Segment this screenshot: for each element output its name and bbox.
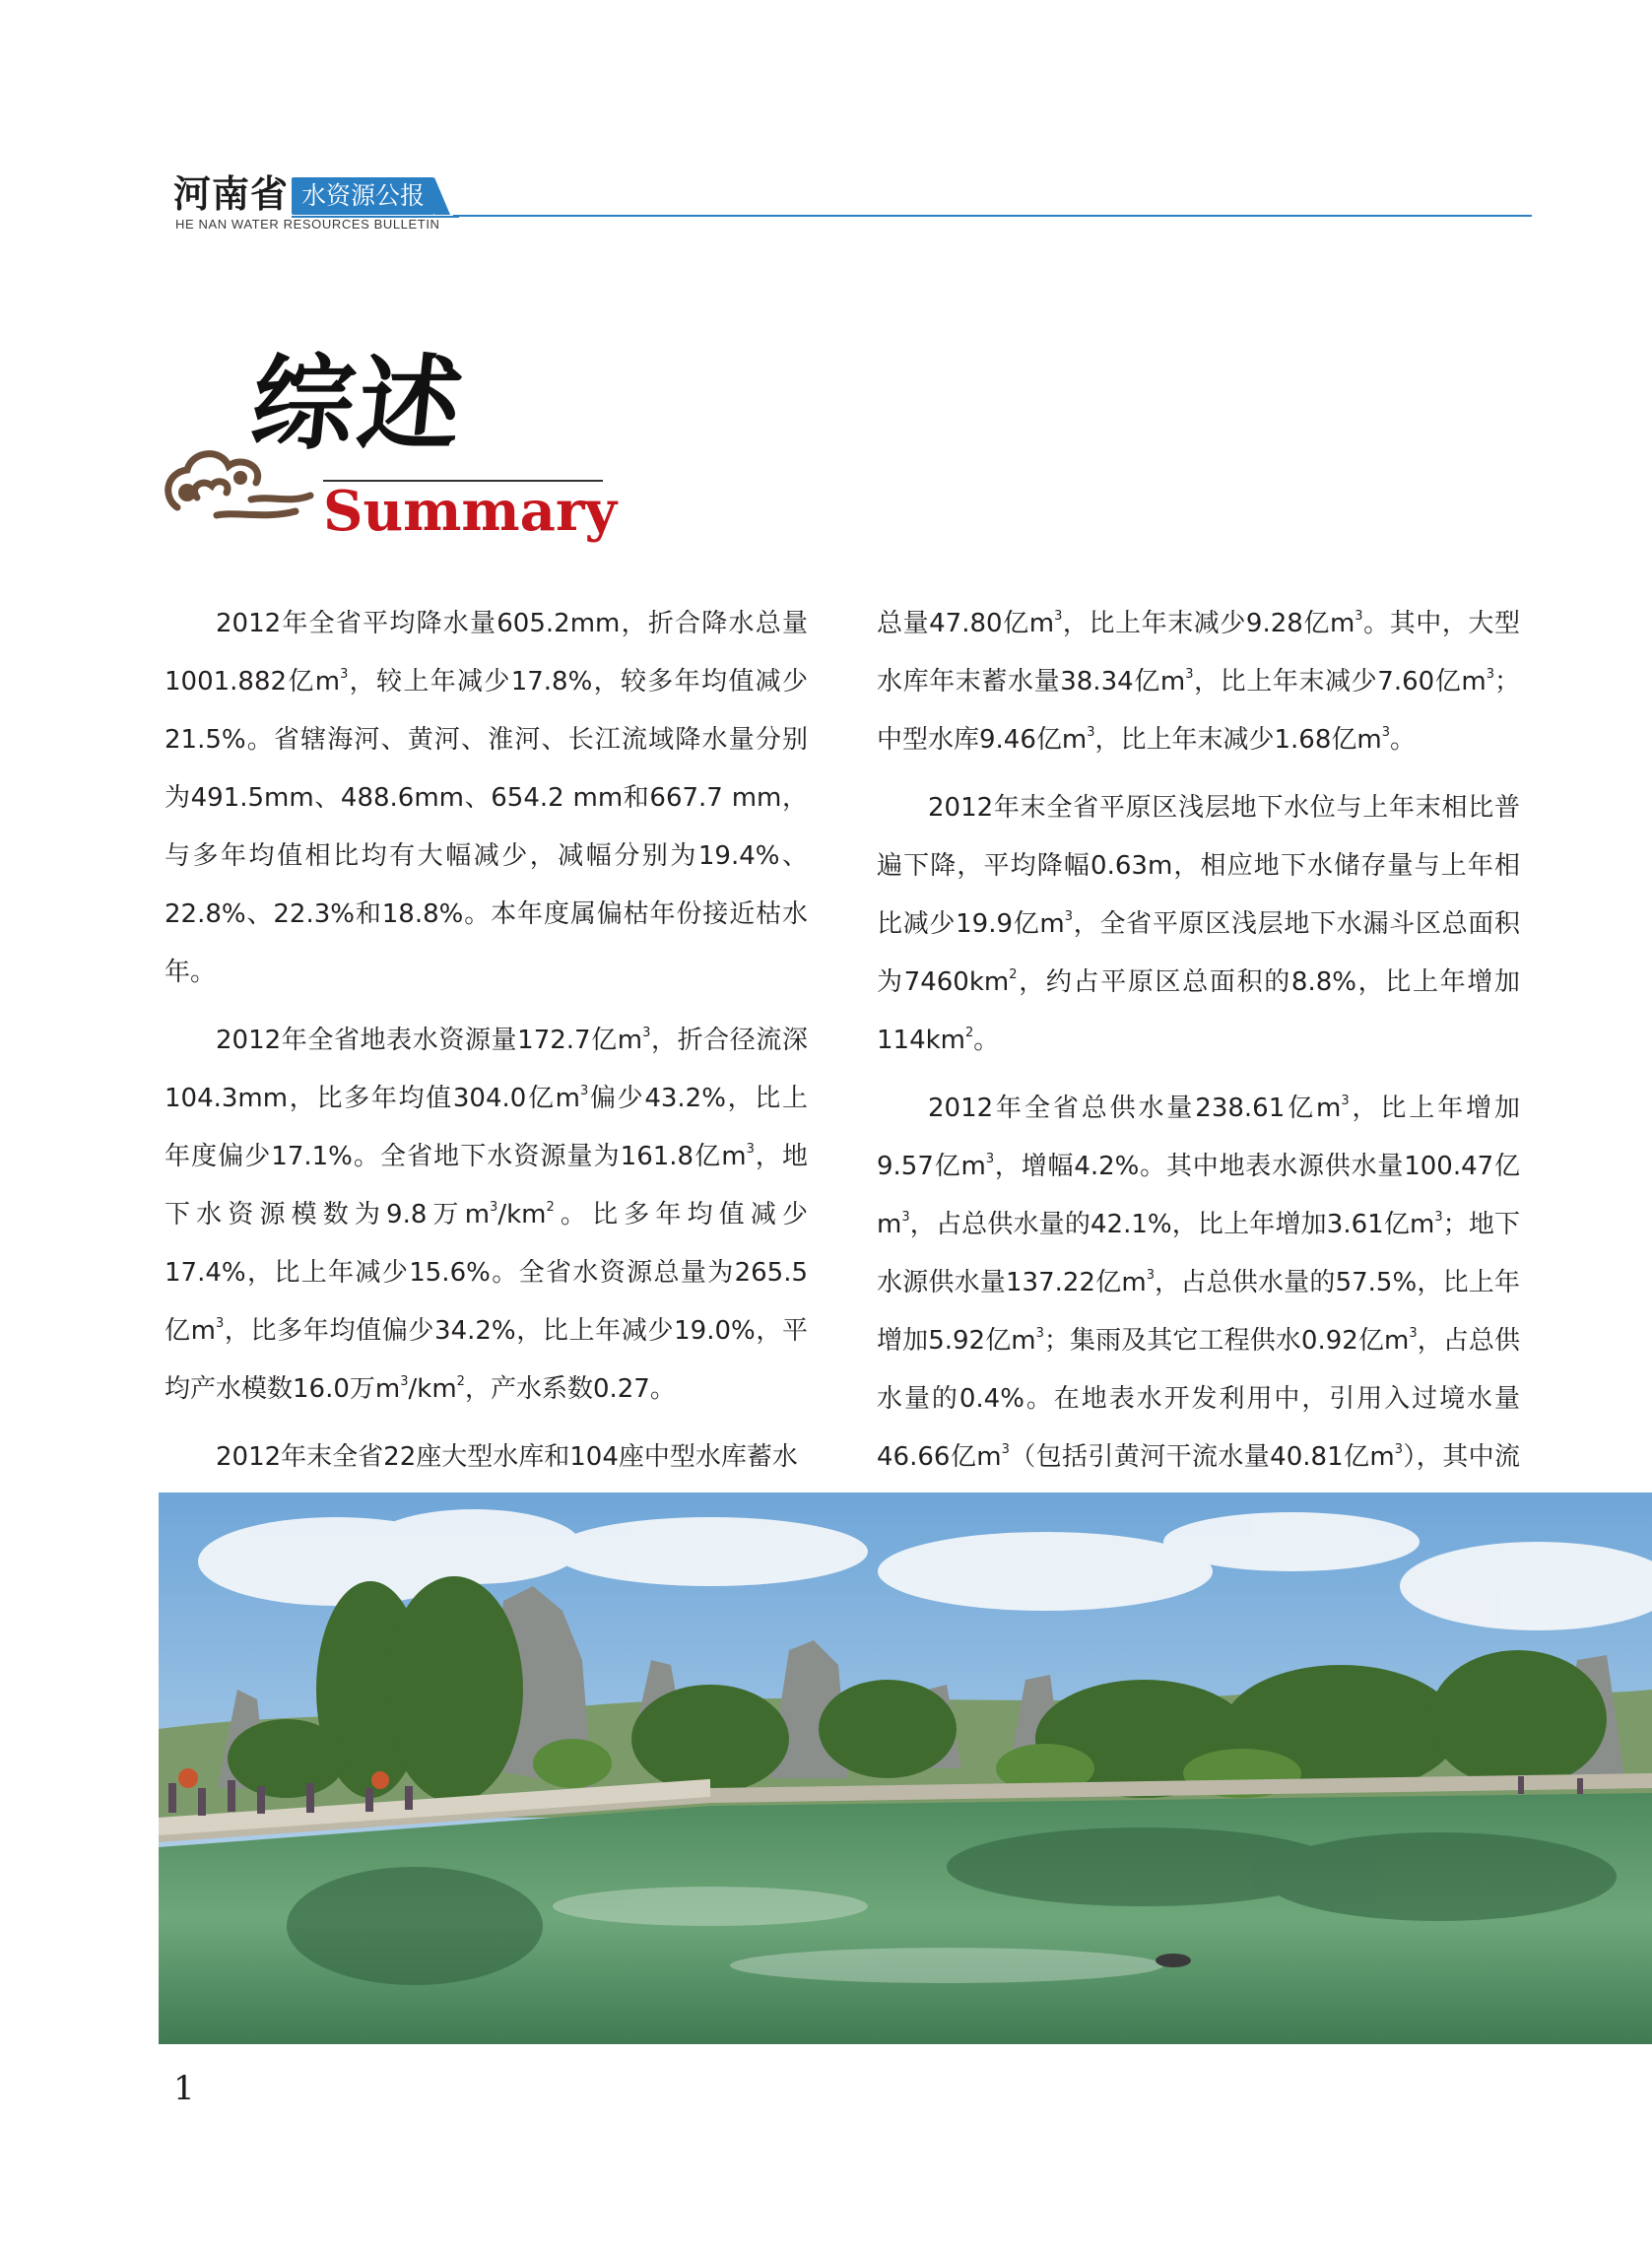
right-text-column <box>877 595 1520 1555</box>
section-title-block <box>158 340 617 547</box>
stone-forest-lake-photo <box>159 1493 1652 2044</box>
page-number: 1 <box>173 2069 195 2108</box>
section-title-en: Summary <box>323 479 617 544</box>
paragraph-precipitation: 2012年全省平均降水量605.2mm，折合降水总量1001.882亿$m^3$，较上年减少17.8%，较多年均值减少21.5%。省辖海河、黄河、淮河、长江流域降水量分别为491.5mm、488.6mm、654.2 mm和667.7 mm，与多年均值相比均有大幅减少，减幅分别为19.4%、22.8%、22.3%和18.8%。本年度属偏枯年份接近枯水年。 <box>165 609 808 987</box>
header-subtitle: HE NAN WATER RESOURCES BULLETIN <box>175 217 440 232</box>
header-tag: 水资源公报 <box>292 177 434 215</box>
paragraph-groundwater: 2012年末全省平原区浅层地下水位与上年末相比普遍下降，平均降幅0.63m，相应地下水储存量与上年相比减少19.9亿$m^3$，全省平原区浅层地下水漏斗区总面积为$7460km^2$，约占平原区总面积的8.8%，比上年增加$114km^2$。 <box>877 793 1520 1055</box>
paragraph-water-supply: 2012年全省总供水量238.61亿$m^3$，比上年增加9.57亿$m^3$，增幅4.2%。其中地表水源供水量100.47亿$m^3$，占总供水量的42.1%，比上年增加3.61亿$m^3$；地下水源供水量137.22亿$m^3$，占总供水量的57.5%，比上年增加5.92亿$m^3$；集雨及其它工程供水0.92亿$m^3$，占总供水量的0.4%。在地表水开发利用中，引用入过境水量46.66亿$m^3$（包括引黄河干流水量40.81亿$m^3$），其中流 <box>877 1094 1521 1472</box>
paragraph-reservoir-cont: 总量47.80亿$m^3$，比上年末减少9.28亿$m^3$。其中，大型水库年末蓄水量38.34亿$m^3$，比上年末减少7.60亿$m^3$；中型水库9.46亿$m^3$，比上年末减少1.68亿$m^3$。 <box>877 609 1521 755</box>
left-text-column <box>165 595 808 1496</box>
landscape-illustration <box>159 1493 1652 2044</box>
header-rule <box>453 215 1532 217</box>
header-title: 河南省 <box>173 171 290 216</box>
section-title-cn: 综述 <box>245 343 472 464</box>
bulletin-header <box>167 167 1532 236</box>
paragraph-water-resources: 2012年全省地表水资源量172.7亿$m^3$，折合径流深104.3mm，比多年均值304.0亿$m^3$偏少43.2%，比上年度偏少17.1%。全省地下水资源量为161.8亿$m^3$，地下水资源模数为9.8万$m^3/km^2$。比多年均值减少17.4%，比上年减少15.6%。全省水资源总量为265.5亿$m^3$，比多年均值偏少34.2%，比上年减少19.0%，平均产水模数16.0万$m^3/km^2$，产水系数0.27。 <box>165 1026 808 1404</box>
paragraph-reservoir-start: 2012年末全省22座大型水库和104座中型水库蓄水 <box>216 1442 798 1472</box>
